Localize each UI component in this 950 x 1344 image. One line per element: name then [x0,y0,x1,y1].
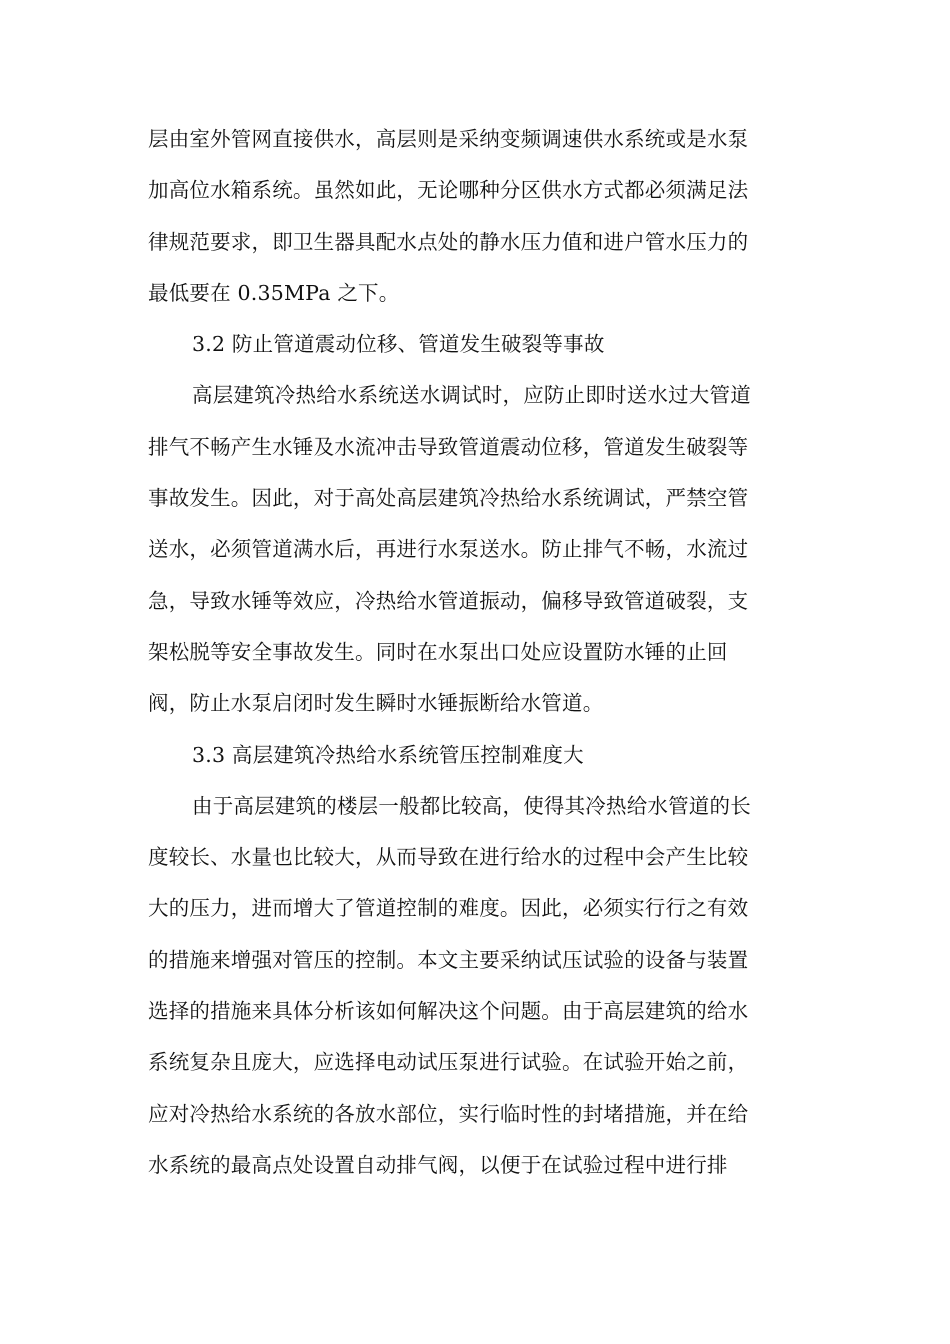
section-heading-3-2 [148,319,800,370]
text-line: 系统复杂且庞大，应选择电动试压泵进行试验。在试验开始之前， [148,1050,749,1075]
heading-text: 3.3 高层建筑冷热给水系统管压控制难度大 [192,742,584,767]
text-line: 律规范要求，即卫生器具配水点处的静水压力值和进户管水压力的 [148,229,749,254]
text-line: 层由室外管网直接供水，高层则是采纳变频调速供水系统或是水泵 [148,127,749,151]
text-line: 度较长、水量也比较大，从而导致在进行给水的过程中会产生比较 [148,845,749,870]
text-line: 阀，防止水泵启闭时发生瞬时水锤振断给水管道。 [148,691,604,716]
text-line: 送水，必须管道满水后，再进行水泵送水。防止排气不畅，水流过 [148,537,749,562]
text-line: 选择的措施来具体分析该如何解决这个问题。由于高层建筑的给水 [148,999,749,1024]
text-line: 由于高层建筑的楼层一般都比较高，使得其冷热给水管道的长 [192,793,751,818]
document-page [148,114,800,1191]
text-line: 水系统的最高点处设置自动排气阀，以便于在试验过程中进行排 [148,1152,728,1177]
text-line: 排气不畅产生水锤及水流冲击导致管道震动位移，管道发生破裂等 [148,434,749,459]
text-line: 高层建筑冷热给水系统送水调试时，应防止即时送水过大管道 [192,383,751,408]
text-line: 的措施来增强对管压的控制。本文主要采纳试压试验的设备与装置 [148,947,749,972]
paragraph-pressure-control [148,781,800,1191]
text-line: 应对冷热给水系统的各放水部位，实行临时性的封堵措施，并在给 [148,1101,749,1126]
text-line: 急，导致水锤等效应，冷热给水管道振动，偏移导致管道破裂，支 [148,588,749,613]
section-heading-3-3 [148,730,800,781]
heading-text: 3.2 防止管道震动位移、管道发生破裂等事故 [192,332,605,357]
paragraph-continued [148,114,800,319]
text-line: 最低要在 0.35MPa 之下。 [148,280,400,305]
paragraph-water-hammer [148,370,800,729]
text-line: 事故发生。因此，对于高处高层建筑冷热给水系统调试，严禁空管 [148,486,749,511]
text-line: 架松脱等安全事故发生。同时在水泵出口处应设置防水锤的止回 [148,639,728,664]
text-line: 加高位水箱系统。虽然如此，无论哪种分区供水方式都必须满足法 [148,178,749,203]
text-line: 大的压力，进而增大了管道控制的难度。因此，必须实行行之有效 [148,896,749,921]
